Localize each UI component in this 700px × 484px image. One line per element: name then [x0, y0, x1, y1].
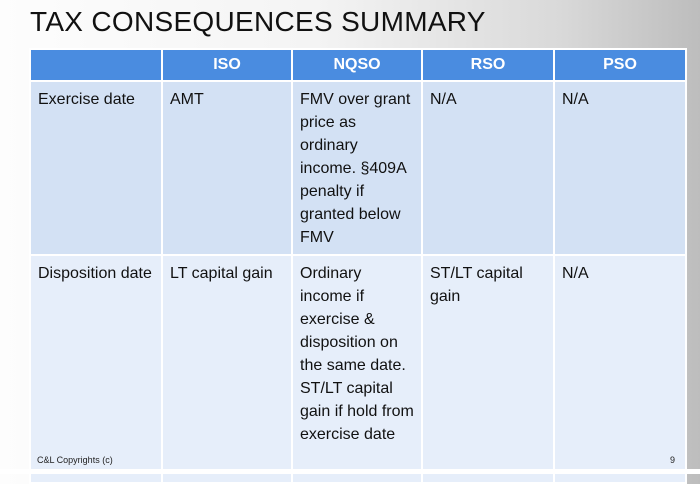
- slide-title: TAX CONSEQUENCES SUMMARY: [30, 6, 486, 37]
- row-label: Disposition date: [30, 255, 162, 483]
- cell-pso: N/A: [554, 81, 686, 255]
- cell-pso: N/A: [554, 255, 686, 483]
- cell-iso: LT capital gain: [162, 255, 292, 483]
- tax-summary-table: [29, 48, 687, 484]
- table-header-row: [30, 49, 686, 81]
- cell-nqso: Ordinary income if exercise & disposition on the same date. ST/LT capital gain if hold from exercise date: [292, 255, 422, 483]
- cell-nqso: FMV over grant price as ordinary income. §409A penalty if granted below FMV: [292, 81, 422, 255]
- header-blank: [30, 49, 162, 81]
- header-iso: ISO: [162, 49, 292, 81]
- header-pso: PSO: [554, 49, 686, 81]
- table-row-disposition-date: [30, 255, 686, 483]
- cell-rso: ST/LT capital gain: [422, 255, 554, 483]
- row-label: Exercise date: [30, 81, 162, 255]
- cell-iso: AMT: [162, 81, 292, 255]
- cell-rso: N/A: [422, 81, 554, 255]
- header-nqso: NQSO: [292, 49, 422, 81]
- table-row-exercise-date: [30, 81, 686, 255]
- header-rso: RSO: [422, 49, 554, 81]
- page-number: 9: [670, 455, 676, 465]
- bottom-band: [0, 469, 700, 474]
- footer-copyright: C&L Copyrights (c): [37, 455, 113, 465]
